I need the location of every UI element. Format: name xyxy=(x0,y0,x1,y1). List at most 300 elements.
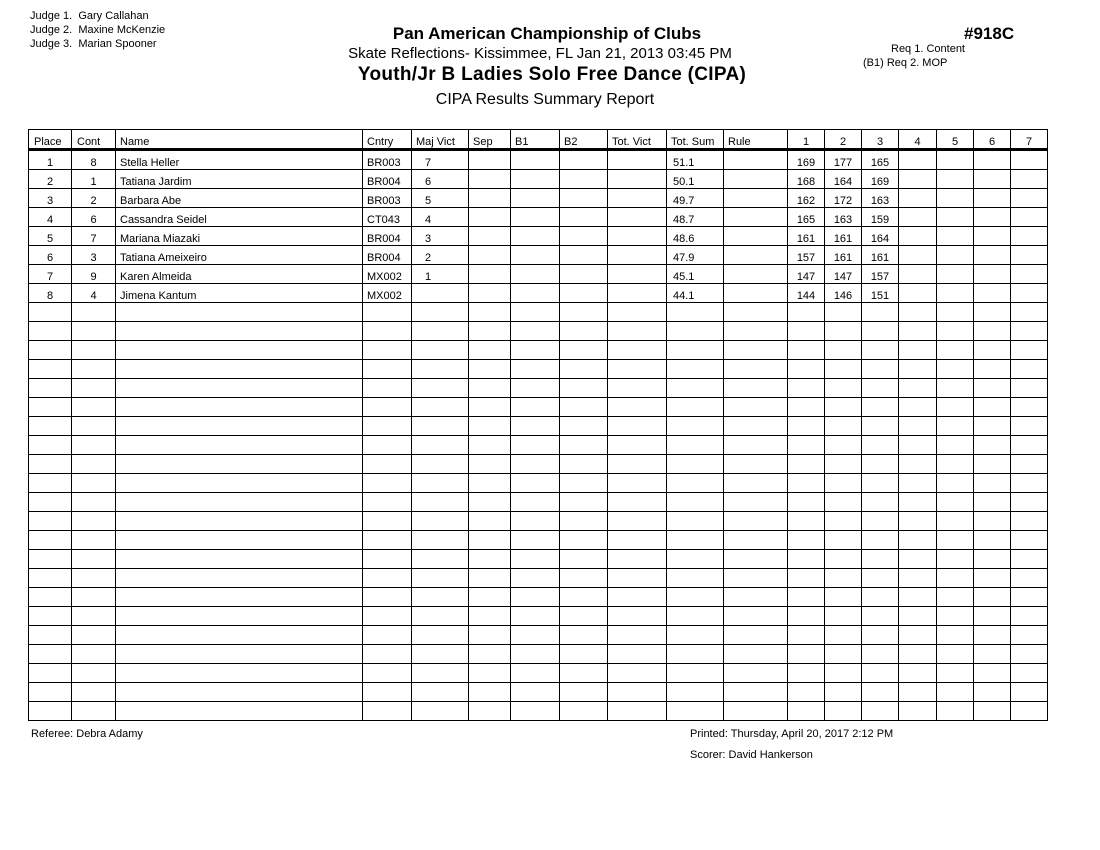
cell-b1 xyxy=(511,227,560,246)
cell-name xyxy=(116,664,363,683)
cell-sep xyxy=(469,702,511,721)
table-row xyxy=(29,284,1048,303)
cell-place xyxy=(29,512,72,531)
cell-cont xyxy=(72,474,116,493)
cell-place xyxy=(29,379,72,398)
cell-b2 xyxy=(560,379,608,398)
cell-j2: 161 xyxy=(825,227,862,246)
cell-j3 xyxy=(862,417,899,436)
cell-maj-vict xyxy=(412,341,469,360)
cell-b1 xyxy=(511,493,560,512)
cell-b2 xyxy=(560,436,608,455)
cell-j4 xyxy=(899,150,937,170)
cell-sep xyxy=(469,379,511,398)
cell-b1 xyxy=(511,303,560,322)
cell-b2 xyxy=(560,683,608,702)
cell-cont: 6 xyxy=(72,208,116,227)
table-row xyxy=(29,227,1048,246)
cell-sep xyxy=(469,246,511,265)
cell-j5 xyxy=(937,189,974,208)
cell-tot-sum xyxy=(667,379,724,398)
cell-name xyxy=(116,436,363,455)
col-header-maj-vict: Maj Vict xyxy=(412,130,469,150)
cell-place xyxy=(29,569,72,588)
cell-b1 xyxy=(511,265,560,284)
cell-tot-vict xyxy=(608,588,667,607)
col-header-judge-6: 6 xyxy=(974,130,1011,150)
cell-j2 xyxy=(825,474,862,493)
cell-j2: 172 xyxy=(825,189,862,208)
cell-tot-vict xyxy=(608,150,667,170)
cell-j6 xyxy=(974,569,1011,588)
cell-j6 xyxy=(974,265,1011,284)
cell-j2: 177 xyxy=(825,150,862,170)
cell-b2 xyxy=(560,189,608,208)
cell-tot-vict xyxy=(608,626,667,645)
cell-b2 xyxy=(560,626,608,645)
championship-title: Pan American Championship of Clubs xyxy=(392,24,702,43)
cell-b2 xyxy=(560,569,608,588)
cell-tot-sum xyxy=(667,322,724,341)
cell-j7 xyxy=(1011,150,1048,170)
cell-j5 xyxy=(937,360,974,379)
cell-tot-sum xyxy=(667,360,724,379)
cell-maj-vict: 3 xyxy=(412,227,469,246)
event-number: #918C xyxy=(964,24,1015,43)
cell-sep xyxy=(469,588,511,607)
cell-cntry xyxy=(363,683,412,702)
cell-j1 xyxy=(788,398,825,417)
cell-j1: 161 xyxy=(788,227,825,246)
cell-j5 xyxy=(937,474,974,493)
cell-rule xyxy=(724,702,788,721)
cell-maj-vict xyxy=(412,664,469,683)
cell-place xyxy=(29,607,72,626)
cell-cont: 8 xyxy=(72,150,116,170)
cell-b1 xyxy=(511,626,560,645)
cell-sep xyxy=(469,150,511,170)
cell-cont xyxy=(72,341,116,360)
cell-cntry xyxy=(363,379,412,398)
cell-j7 xyxy=(1011,227,1048,246)
cell-cont xyxy=(72,360,116,379)
cell-cont: 3 xyxy=(72,246,116,265)
cell-place xyxy=(29,341,72,360)
cell-j4 xyxy=(899,569,937,588)
cell-j7 xyxy=(1011,702,1048,721)
cell-cntry: MX002 xyxy=(363,265,412,284)
cell-rule xyxy=(724,493,788,512)
cell-maj-vict: 1 xyxy=(412,265,469,284)
cell-b1 xyxy=(511,455,560,474)
cell-j4 xyxy=(899,208,937,227)
cell-sep xyxy=(469,512,511,531)
cell-b2 xyxy=(560,150,608,170)
cell-j4 xyxy=(899,512,937,531)
cell-sep xyxy=(469,531,511,550)
cell-sep xyxy=(469,417,511,436)
cell-rule xyxy=(724,474,788,493)
cell-j2: 161 xyxy=(825,246,862,265)
cell-j1 xyxy=(788,702,825,721)
cell-name xyxy=(116,607,363,626)
col-header-rule: Rule xyxy=(724,130,788,150)
cell-maj-vict xyxy=(412,683,469,702)
cell-j1 xyxy=(788,493,825,512)
cell-j4 xyxy=(899,436,937,455)
cell-place xyxy=(29,683,72,702)
cell-name xyxy=(116,512,363,531)
cell-j7 xyxy=(1011,398,1048,417)
cell-j7 xyxy=(1011,208,1048,227)
cell-j1 xyxy=(788,626,825,645)
cell-j3 xyxy=(862,379,899,398)
cell-j4 xyxy=(899,417,937,436)
cell-name xyxy=(116,455,363,474)
cell-j3: 163 xyxy=(862,189,899,208)
cell-b2 xyxy=(560,531,608,550)
empty-table-row xyxy=(29,322,1048,341)
cell-j3 xyxy=(862,493,899,512)
cell-j6 xyxy=(974,341,1011,360)
cell-j5 xyxy=(937,512,974,531)
cell-j4 xyxy=(899,607,937,626)
cell-maj-vict: 2 xyxy=(412,246,469,265)
cell-b2 xyxy=(560,303,608,322)
cell-tot-sum xyxy=(667,702,724,721)
cell-b1 xyxy=(511,322,560,341)
cell-j6 xyxy=(974,607,1011,626)
col-header-name: Name xyxy=(116,130,363,150)
cell-maj-vict xyxy=(412,550,469,569)
cell-j5 xyxy=(937,702,974,721)
cell-j2 xyxy=(825,360,862,379)
cell-place xyxy=(29,398,72,417)
cell-j4 xyxy=(899,550,937,569)
cell-rule xyxy=(724,455,788,474)
cell-j7 xyxy=(1011,550,1048,569)
cell-b2 xyxy=(560,493,608,512)
cell-sep xyxy=(469,683,511,702)
scorer: Scorer: David Hankerson xyxy=(690,749,813,761)
cell-j2 xyxy=(825,683,862,702)
cell-maj-vict: 6 xyxy=(412,170,469,189)
cell-place: 1 xyxy=(29,150,72,170)
cell-rule xyxy=(724,246,788,265)
cell-j6 xyxy=(974,512,1011,531)
cell-j6 xyxy=(974,189,1011,208)
cell-place: 8 xyxy=(29,284,72,303)
cell-j4 xyxy=(899,645,937,664)
cell-rule xyxy=(724,398,788,417)
cell-b1 xyxy=(511,474,560,493)
cell-place xyxy=(29,550,72,569)
cell-name xyxy=(116,417,363,436)
cell-b1 xyxy=(511,645,560,664)
cell-b2 xyxy=(560,474,608,493)
cell-rule xyxy=(724,417,788,436)
cell-place: 7 xyxy=(29,265,72,284)
cell-tot-sum: 49.7 xyxy=(667,189,724,208)
cell-sep xyxy=(469,398,511,417)
cell-rule xyxy=(724,436,788,455)
cell-j1 xyxy=(788,531,825,550)
cell-tot-sum xyxy=(667,550,724,569)
cell-cntry xyxy=(363,474,412,493)
cell-j2 xyxy=(825,550,862,569)
cell-name xyxy=(116,398,363,417)
report-title: CIPA Results Summary Report xyxy=(435,91,655,108)
cell-j4 xyxy=(899,398,937,417)
cell-place xyxy=(29,702,72,721)
cell-j1 xyxy=(788,569,825,588)
cell-sep xyxy=(469,303,511,322)
cell-name xyxy=(116,322,363,341)
cell-cont xyxy=(72,531,116,550)
cell-j3 xyxy=(862,398,899,417)
cell-j4 xyxy=(899,626,937,645)
cell-j3: 165 xyxy=(862,150,899,170)
col-header-judge-3: 3 xyxy=(862,130,899,150)
cell-tot-sum xyxy=(667,436,724,455)
cell-rule xyxy=(724,683,788,702)
judge-label: Judge 1. xyxy=(30,10,73,22)
cell-b2 xyxy=(560,455,608,474)
requirement-1: Req 1. Content xyxy=(891,43,965,55)
cell-b2 xyxy=(560,208,608,227)
cell-j2 xyxy=(825,569,862,588)
printed-date: Printed: Thursday, April 20, 2017 2:12 PM xyxy=(690,728,894,740)
cell-j4 xyxy=(899,493,937,512)
cell-place xyxy=(29,626,72,645)
cell-j4 xyxy=(899,303,937,322)
empty-table-row xyxy=(29,379,1048,398)
table-row xyxy=(29,246,1048,265)
cell-cont xyxy=(72,645,116,664)
cell-j3: 157 xyxy=(862,265,899,284)
cell-tot-sum xyxy=(667,303,724,322)
cell-j1 xyxy=(788,664,825,683)
cell-name xyxy=(116,531,363,550)
cell-tot-vict xyxy=(608,322,667,341)
cell-j6 xyxy=(974,645,1011,664)
cell-cont xyxy=(72,398,116,417)
cell-tot-vict xyxy=(608,246,667,265)
cell-tot-sum xyxy=(667,455,724,474)
cell-name: Karen Almeida xyxy=(116,265,363,284)
results-table xyxy=(28,129,1048,721)
cell-cont xyxy=(72,303,116,322)
cell-cont xyxy=(72,322,116,341)
col-header-b1: B1 xyxy=(511,130,560,150)
cell-cntry xyxy=(363,322,412,341)
cell-cntry xyxy=(363,493,412,512)
cell-j2 xyxy=(825,455,862,474)
col-header-judge-5: 5 xyxy=(937,130,974,150)
cell-rule xyxy=(724,664,788,683)
cell-cont: 9 xyxy=(72,265,116,284)
cell-tot-vict xyxy=(608,189,667,208)
col-header-judge-7: 7 xyxy=(1011,130,1048,150)
cell-tot-sum: 50.1 xyxy=(667,170,724,189)
cell-b1 xyxy=(511,607,560,626)
cell-name: Barbara Abe xyxy=(116,189,363,208)
cell-j3 xyxy=(862,455,899,474)
cell-j7 xyxy=(1011,265,1048,284)
cell-j6 xyxy=(974,626,1011,645)
cell-maj-vict xyxy=(412,512,469,531)
cell-tot-sum xyxy=(667,398,724,417)
cell-place: 6 xyxy=(29,246,72,265)
cell-cont xyxy=(72,607,116,626)
cell-sep xyxy=(469,664,511,683)
cell-j6 xyxy=(974,322,1011,341)
cell-j4 xyxy=(899,170,937,189)
cell-rule xyxy=(724,284,788,303)
cell-maj-vict xyxy=(412,569,469,588)
cell-tot-vict xyxy=(608,474,667,493)
cell-name xyxy=(116,626,363,645)
cell-cont xyxy=(72,550,116,569)
cell-tot-vict xyxy=(608,550,667,569)
cell-sep xyxy=(469,341,511,360)
judge-name: Gary Callahan xyxy=(78,10,149,22)
cell-tot-sum: 48.6 xyxy=(667,227,724,246)
cell-j7 xyxy=(1011,170,1048,189)
cell-tot-sum xyxy=(667,683,724,702)
cell-cntry xyxy=(363,512,412,531)
cell-b1 xyxy=(511,569,560,588)
empty-table-row xyxy=(29,303,1048,322)
cell-tot-vict xyxy=(608,607,667,626)
cell-cont xyxy=(72,493,116,512)
cell-cntry xyxy=(363,398,412,417)
cell-cont xyxy=(72,588,116,607)
cell-b2 xyxy=(560,398,608,417)
cell-tot-sum xyxy=(667,626,724,645)
cell-j6 xyxy=(974,227,1011,246)
cell-tot-sum xyxy=(667,569,724,588)
cell-j2: 146 xyxy=(825,284,862,303)
cell-maj-vict xyxy=(412,645,469,664)
event-title: Youth/Jr B Ladies Solo Free Dance (CIPA) xyxy=(357,64,747,85)
cell-j1: 169 xyxy=(788,150,825,170)
col-header-b2: B2 xyxy=(560,130,608,150)
cell-place xyxy=(29,474,72,493)
cell-cont xyxy=(72,436,116,455)
cell-j3: 159 xyxy=(862,208,899,227)
cell-place xyxy=(29,493,72,512)
cell-cntry: BR004 xyxy=(363,170,412,189)
cell-name xyxy=(116,702,363,721)
cell-b1 xyxy=(511,436,560,455)
cell-j4 xyxy=(899,683,937,702)
col-header-sep: Sep xyxy=(469,130,511,150)
cell-cntry: CT043 xyxy=(363,208,412,227)
cell-j4 xyxy=(899,189,937,208)
cell-j1 xyxy=(788,436,825,455)
cell-j5 xyxy=(937,341,974,360)
cell-maj-vict xyxy=(412,417,469,436)
cell-cntry xyxy=(363,588,412,607)
cell-name xyxy=(116,379,363,398)
cell-j7 xyxy=(1011,645,1048,664)
cell-maj-vict xyxy=(412,284,469,303)
cell-cont: 2 xyxy=(72,189,116,208)
cell-place xyxy=(29,531,72,550)
cell-cntry xyxy=(363,607,412,626)
cell-tot-sum xyxy=(667,493,724,512)
cell-j6 xyxy=(974,455,1011,474)
cell-b1 xyxy=(511,189,560,208)
cell-tot-sum: 44.1 xyxy=(667,284,724,303)
cell-j1 xyxy=(788,417,825,436)
cell-j7 xyxy=(1011,284,1048,303)
cell-j3 xyxy=(862,683,899,702)
cell-tot-sum xyxy=(667,607,724,626)
cell-rule xyxy=(724,607,788,626)
cell-tot-vict xyxy=(608,303,667,322)
cell-j3 xyxy=(862,436,899,455)
cell-j7 xyxy=(1011,626,1048,645)
cell-j1 xyxy=(788,607,825,626)
cell-j5 xyxy=(937,493,974,512)
cell-j1 xyxy=(788,360,825,379)
cell-j6 xyxy=(974,474,1011,493)
cell-j5 xyxy=(937,626,974,645)
col-header-tot-sum: Tot. Sum xyxy=(667,130,724,150)
cell-tot-sum xyxy=(667,341,724,360)
cell-place: 3 xyxy=(29,189,72,208)
cell-j2 xyxy=(825,645,862,664)
table-row xyxy=(29,189,1048,208)
cell-j6 xyxy=(974,170,1011,189)
cell-maj-vict: 4 xyxy=(412,208,469,227)
cell-j2 xyxy=(825,379,862,398)
cell-j2 xyxy=(825,626,862,645)
cell-rule xyxy=(724,550,788,569)
cell-cntry xyxy=(363,664,412,683)
cell-j6 xyxy=(974,588,1011,607)
cell-b1 xyxy=(511,150,560,170)
cell-cntry: BR004 xyxy=(363,246,412,265)
cell-j2: 147 xyxy=(825,265,862,284)
cell-cntry xyxy=(363,436,412,455)
cell-place xyxy=(29,455,72,474)
cell-j3 xyxy=(862,645,899,664)
cell-j5 xyxy=(937,455,974,474)
cell-j1 xyxy=(788,550,825,569)
cell-tot-vict xyxy=(608,284,667,303)
cell-tot-vict xyxy=(608,379,667,398)
cell-place xyxy=(29,664,72,683)
cell-j5 xyxy=(937,170,974,189)
cell-j3 xyxy=(862,588,899,607)
cell-tot-sum xyxy=(667,664,724,683)
cell-sep xyxy=(469,208,511,227)
cell-cont xyxy=(72,379,116,398)
cell-maj-vict xyxy=(412,379,469,398)
cell-j4 xyxy=(899,284,937,303)
empty-table-row xyxy=(29,588,1048,607)
cell-tot-vict xyxy=(608,683,667,702)
table-row xyxy=(29,208,1048,227)
cell-sep xyxy=(469,360,511,379)
cell-b1 xyxy=(511,284,560,303)
cell-name xyxy=(116,645,363,664)
cell-tot-vict xyxy=(608,493,667,512)
cell-tot-vict xyxy=(608,417,667,436)
